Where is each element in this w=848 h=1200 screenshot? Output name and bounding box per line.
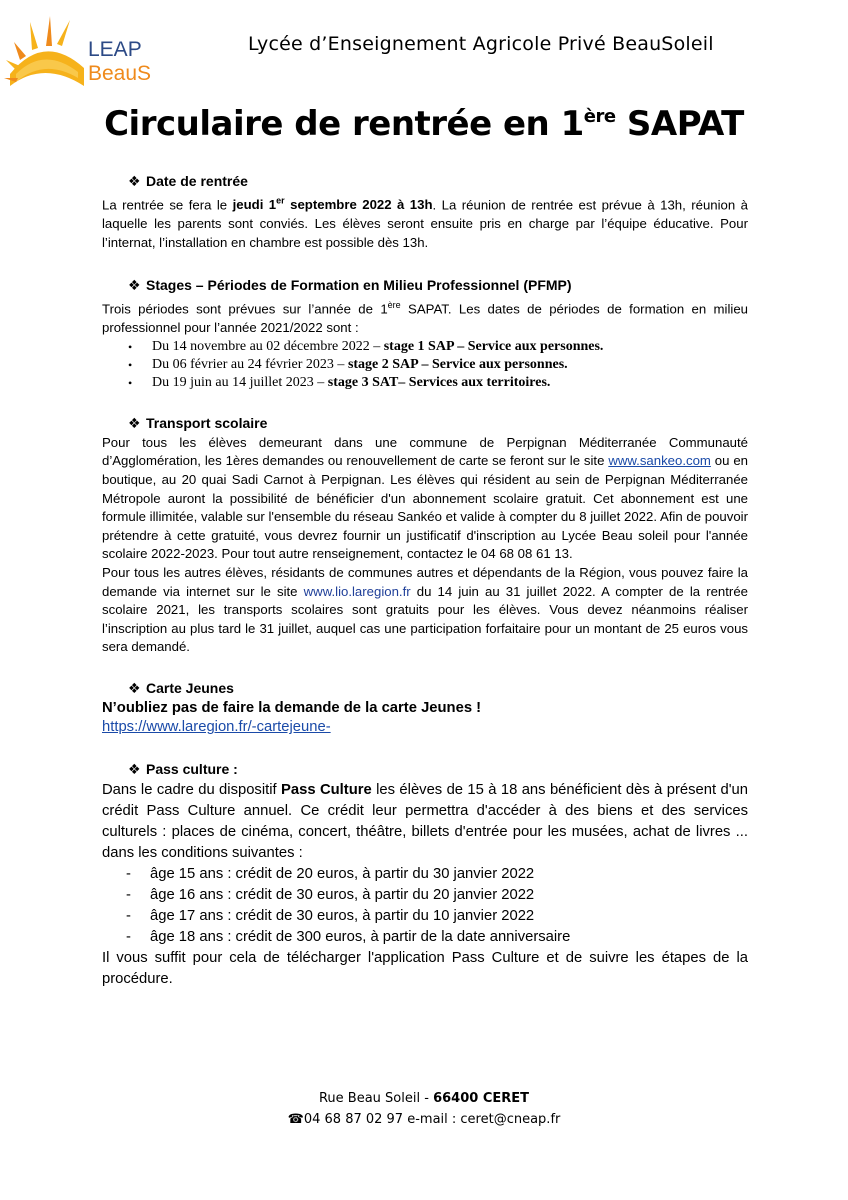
svg-text:LEAP: LEAP xyxy=(88,38,142,61)
list-item: - âge 17 ans : crédit de 30 euros, à partir du 10 janvier 2022 xyxy=(150,906,748,927)
section-heading-stages: ❖ Stages – Périodes de Formation en Milieu Professionnel (PFMP) xyxy=(128,277,572,294)
rentree-paragraph: La rentrée se fera le jeudi 1er septembre 2022 à 13h. La réunion de rentrée est prévue à 13h, réunion à laquelle les parents sont conviés. Les élèves seront ensuite pris en charge par l’équipe éducative. Pour l’internat, l’installation en chambre est possible dès 13h. xyxy=(102,196,748,250)
list-item: • Du 14 novembre au 02 décembre 2022 – stage 1 SAP – Service aux personnes. xyxy=(152,338,748,356)
document-body xyxy=(102,172,748,990)
section-heading-carte: ❖ Carte Jeunes xyxy=(128,679,234,696)
svg-text:BeauS: BeauS xyxy=(88,62,152,85)
cartejeune-link[interactable]: https://www.laregion.fr/-cartejeune- xyxy=(102,719,331,736)
diamond-bullet-icon: ❖ xyxy=(128,414,141,431)
sun-logo-icon xyxy=(4,16,84,86)
list-item: - âge 18 ans : crédit de 300 euros, à partir de la date anniversaire xyxy=(150,927,748,948)
school-name: Lycée d’Enseignement Agricole Privé BeauSoleil xyxy=(248,33,714,55)
page-title: Circulaire de rentrée en 1ère SAPAT xyxy=(104,104,744,144)
pass-paragraph: Dans le cadre du dispositif Pass Culture les élèves de 15 à 18 ans bénéficient dès à présent d'un crédit Pass Culture annuel. Ce crédit leur permettra d'accéder à des biens et des services culturels : places de cinéma, concert, théâtre, billets d'entrée pour les musées, achat de livres ... dans les conditions suivantes : xyxy=(102,782,748,862)
phone-icon: ☎ xyxy=(287,1112,304,1127)
pass-closing: Il vous suffit pour cela de télécharger l'application Pass Culture et de suivre les étapes de la procédure. xyxy=(102,950,748,988)
list-item: - âge 15 ans : crédit de 20 euros, à partir du 30 janvier 2022 xyxy=(150,864,748,885)
carte-reminder: N’oubliez pas de faire la demande de la carte Jeunes ! xyxy=(102,699,482,716)
lio-laregion-link[interactable]: www.lio.laregion.fr xyxy=(303,583,411,599)
footer-contact: ☎04 68 87 02 97 e-mail : ceret@cneap.fr xyxy=(287,1112,561,1127)
footer-address: Rue Beau Soleil - 66400 CERET xyxy=(318,1091,529,1106)
stages-list xyxy=(102,338,748,392)
diamond-bullet-icon: ❖ xyxy=(128,173,141,189)
list-item: • Du 06 février au 24 février 2023 – stage 2 SAP – Service aux personnes. xyxy=(152,356,748,374)
section-heading-rentree: ❖ Date de rentrée xyxy=(128,173,248,189)
diamond-bullet-icon: ❖ xyxy=(128,277,141,294)
transport-paragraph-1: Pour tous les élèves demeurant dans une commune de Perpignan Méditerranée Communauté d’Agglomération, les 1ères demandes ou renouvellement de carte se feront sur le site www.sankeo.com ou en boutique, au 20 quai Sadi Carnot à Perpignan. Les élèves qui résident au sein de Perpignan Méditerranée Métropole auront la possibilité de bénéficier d'un abonnement scolaire gratuit. Cet abonnement est une formule illimitée, valable sur l'ensemble du réseau Sankéo et valide à compter du 8 juillet 2022. Afin de pouvoir prétendre à cette gratuité, vous devrez fournir un justificatif d'inscription au Lycée Beau soleil pour l'année scolaire 2022-2023. Pour tout autre renseignement, contactez le 04 68 08 61 13. xyxy=(102,434,749,562)
transport-paragraph-2: Pour tous les autres élèves, résidants de communes autres et dépendants de la Région, vous pouvez faire la demande via internet sur le site www.lio.laregion.fr du 14 juin au 31 juillet 2022. A compter de la rentrée scolaire 2021, les transports scolaires sont gratuits pour les élèves. Vous devez néanmoins réaliser l’inscription au plus tard le 31 juillet, auquel cas une participation forfaitaire pour un montant de 25 euros vous sera demandé. xyxy=(102,564,748,655)
diamond-bullet-icon: ❖ xyxy=(128,761,141,778)
pass-ages-list xyxy=(102,864,748,948)
sankeo-link[interactable]: www.sankeo.com xyxy=(608,453,711,469)
school-logo xyxy=(4,12,164,92)
page-footer xyxy=(0,1088,848,1130)
stages-intro: Trois périodes sont prévues sur l’année de 1ère SAPAT. Les dates de périodes de formation en milieu professionnel pour l’année 2021/2022 sont : xyxy=(102,300,748,336)
section-heading-pass: ❖ Pass culture : xyxy=(128,761,238,778)
diamond-bullet-icon: ❖ xyxy=(128,679,141,696)
list-item: - âge 16 ans : crédit de 30 euros, à partir du 20 janvier 2022 xyxy=(150,885,748,906)
section-heading-transport: ❖ Transport scolaire xyxy=(128,414,268,431)
list-item: • Du 19 juin au 14 juillet 2023 – stage 3 SAT– Services aux territoires. xyxy=(152,374,748,392)
